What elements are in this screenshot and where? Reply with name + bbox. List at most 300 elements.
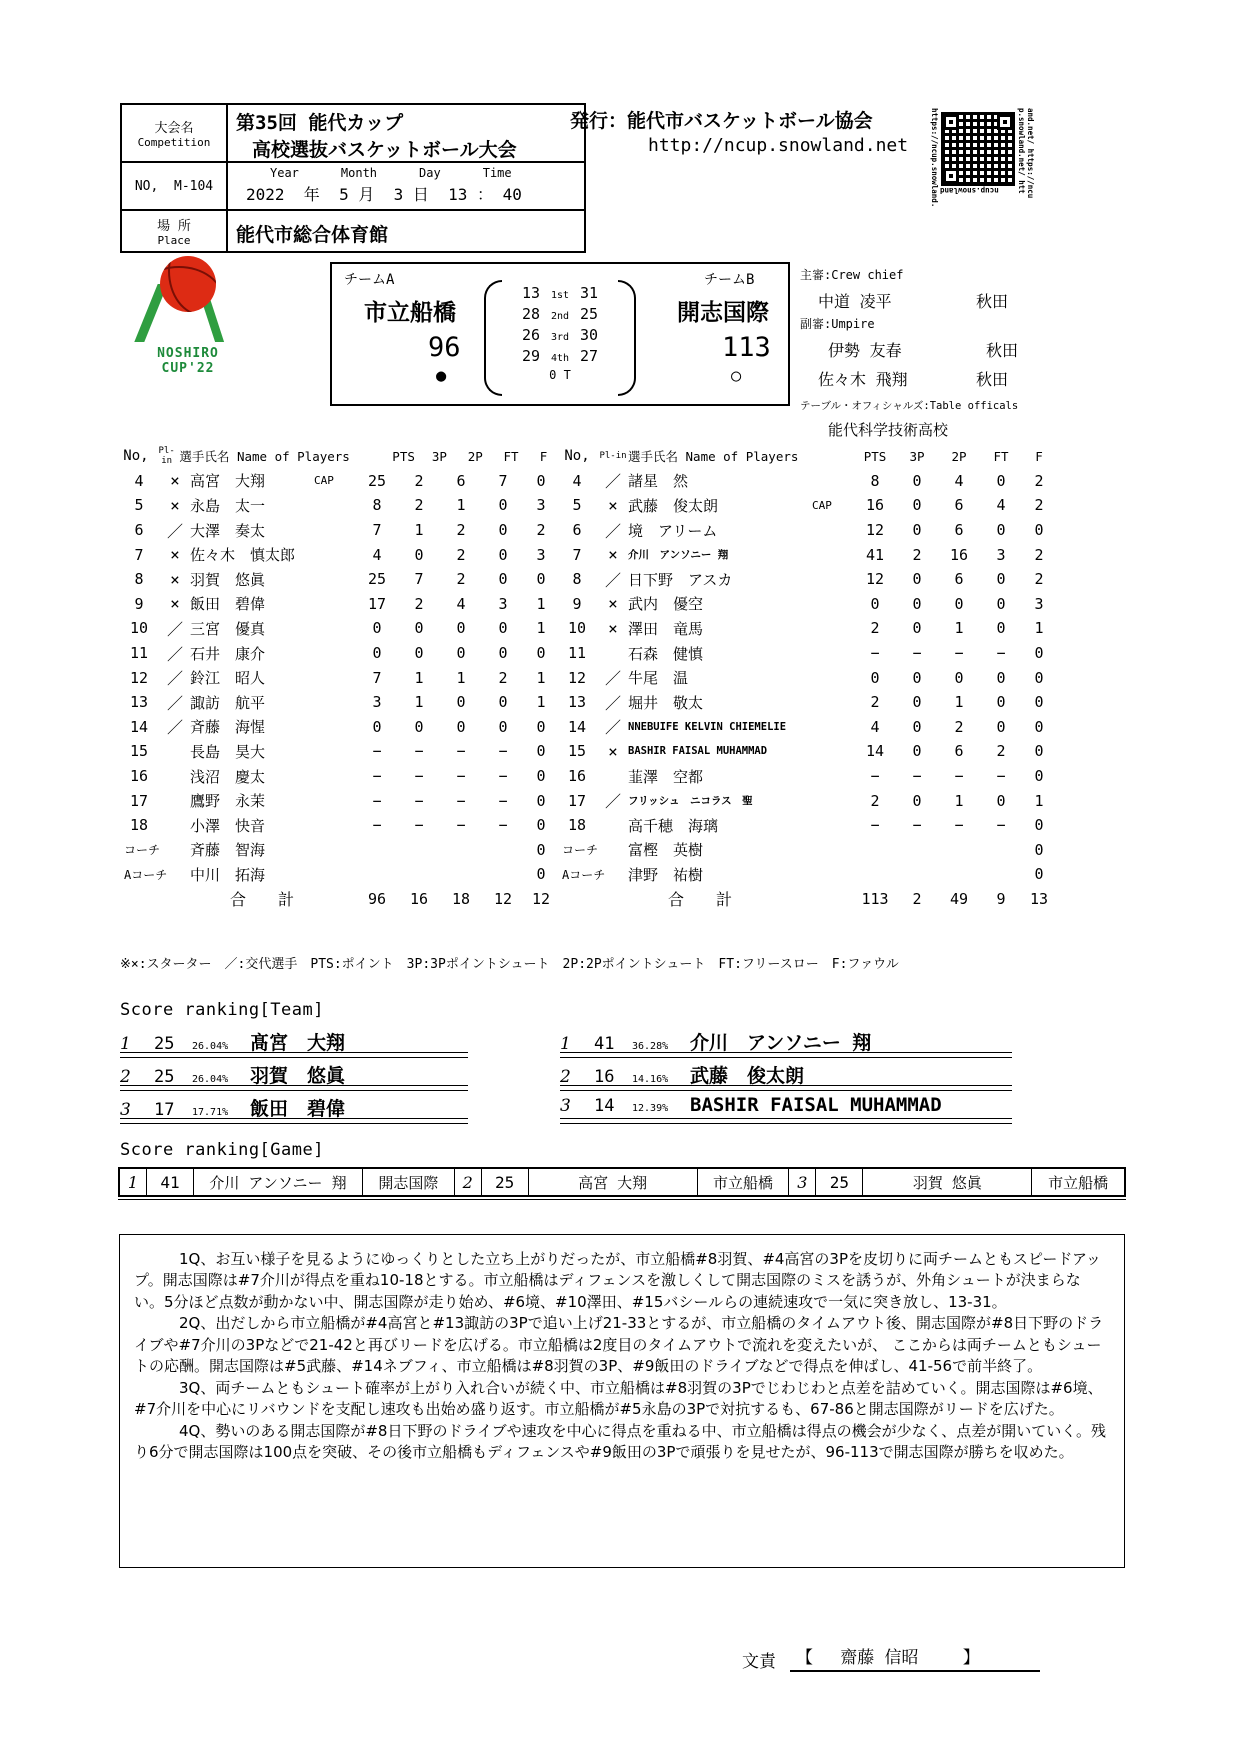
- player-number: 7: [572, 545, 582, 564]
- publisher-url: http://ncup.snowland.net: [648, 135, 909, 156]
- player-f: 3: [1034, 594, 1044, 613]
- player-row: [118, 690, 558, 715]
- player-row: [118, 592, 558, 617]
- ranking-player-name: 髙宮 大翔: [250, 1032, 346, 1054]
- col-header-pts: PTS: [863, 448, 887, 464]
- player-f: 0: [536, 742, 546, 761]
- player-name: 高千穂 海璃: [628, 816, 719, 835]
- player-number: 16: [129, 767, 149, 786]
- team-a-result-mark: ●: [436, 366, 447, 386]
- coach-name: 斉藤 智海: [190, 841, 266, 860]
- player-3p: 0: [912, 471, 922, 490]
- player-name: 石森 健慎: [628, 644, 704, 663]
- player-f: 1: [1034, 619, 1044, 638]
- player-name: 介川 アンソニー 翔: [628, 549, 729, 562]
- player-2p: 6: [954, 496, 964, 515]
- player-row: [118, 518, 558, 543]
- player-pts: 2: [870, 693, 880, 712]
- player-row: [118, 813, 558, 838]
- player-number: 18: [567, 816, 587, 835]
- quarter-team-a-score: 26: [521, 326, 541, 344]
- player-number: 4: [572, 471, 582, 490]
- game-summary-box: [119, 1234, 1125, 1568]
- player-2p: 4: [954, 471, 964, 490]
- referee-name: 中道 凌平: [818, 292, 892, 311]
- player-3p: −: [414, 816, 424, 835]
- player-2p: 2: [456, 570, 466, 589]
- score-ranking-row: [120, 1028, 468, 1061]
- game-ranking-entry: [789, 1169, 1124, 1195]
- player-name: 諏訪 航平: [190, 693, 266, 712]
- competition-title-line1: 第35回 能代カップ: [236, 112, 404, 134]
- player-row: [118, 715, 558, 740]
- player-number: 14: [567, 717, 587, 736]
- player-row: [118, 764, 558, 789]
- player-f: 0: [1034, 816, 1044, 835]
- ranking-rank: 3: [120, 1100, 131, 1120]
- player-3p: 0: [912, 570, 922, 589]
- credit-footer: [742, 1643, 1040, 1672]
- player-2p: 6: [456, 471, 466, 490]
- ranking-points: 25: [154, 1067, 175, 1087]
- game-no-label: [122, 163, 228, 209]
- player-start-mark: ／: [604, 792, 621, 812]
- qr-caption-left: https://ncup.snowland.: [930, 108, 939, 208]
- col-header-2p: 2P: [467, 448, 483, 464]
- player-name: 境 アリーム: [628, 521, 718, 540]
- umpire2-name: 佐々木 飛翔: [818, 370, 908, 389]
- player-pts: 4: [372, 545, 382, 564]
- player-ft: −: [498, 816, 508, 835]
- col-header-3p: 3P: [431, 448, 447, 464]
- date-header-time: Time: [482, 166, 512, 180]
- player-pts: 0: [870, 668, 880, 687]
- place-label: [122, 211, 228, 251]
- umpire1-name: 伊勢 友春: [828, 341, 902, 360]
- total-ft: 12: [493, 889, 513, 908]
- player-row: [556, 764, 1056, 789]
- player-row: [556, 739, 1056, 764]
- player-row: [118, 567, 558, 592]
- player-pts: 16: [865, 496, 885, 515]
- qr-eye-icon: [943, 168, 959, 184]
- total-label: 合 計: [668, 890, 741, 910]
- player-name: 浅沼 慶太: [190, 767, 266, 786]
- player-3p: 0: [912, 668, 922, 687]
- coach-role-label: コーチ: [124, 843, 161, 858]
- player-3p: −: [414, 791, 424, 810]
- player-pts: −: [870, 644, 880, 663]
- total-row: [118, 887, 558, 912]
- coach-role-label: Aコーチ: [124, 867, 168, 882]
- player-name: 羽賀 悠眞: [190, 570, 266, 589]
- legend-line: ※×:スターター ／:交代選手 PTS:ポイント 3P:3Pポイントシュート 2P:2Pポイントシュート FT:フリースロー F:ファウル: [120, 957, 899, 972]
- score-ranking-game-table: [118, 1167, 1126, 1197]
- quarter-team-a-score: 29: [521, 347, 541, 365]
- player-2p: 0: [954, 668, 964, 687]
- quarter-label: 2nd: [550, 311, 570, 322]
- player-3p: 0: [912, 521, 922, 540]
- score-ranking-row: [560, 1028, 1012, 1061]
- player-ft: 2: [996, 742, 1006, 761]
- player-number: 15: [567, 742, 587, 761]
- player-row: [556, 788, 1056, 813]
- player-number: 10: [129, 619, 149, 638]
- player-pts: −: [372, 816, 382, 835]
- player-name: 佐々木 慎太郎: [190, 546, 296, 565]
- player-number: 12: [129, 668, 149, 687]
- total-2p: 49: [949, 889, 969, 908]
- player-3p: 0: [912, 619, 922, 638]
- player-start-mark: ／: [166, 521, 183, 541]
- ranking-rank: 3: [560, 1096, 571, 1116]
- place-value-wrap: [228, 211, 584, 251]
- game-ranking-team: 市立船橋: [1048, 1173, 1109, 1192]
- bracket-left-icon: [484, 280, 502, 396]
- player-pts: −: [870, 767, 880, 786]
- quarter-label: 4th: [550, 353, 570, 364]
- umpire-label: 副審:Umpire: [800, 317, 875, 331]
- player-pts: 25: [367, 471, 387, 490]
- player-number: 6: [572, 521, 582, 540]
- game-ranking-entry: [455, 1169, 790, 1195]
- ranking-percent: 26.04%: [192, 1041, 229, 1052]
- team-a-label: チームA: [344, 272, 395, 288]
- captain-label: CAP: [812, 498, 832, 512]
- player-ft: 0: [498, 545, 508, 564]
- coach-role-label: Aコーチ: [562, 867, 606, 882]
- score-ranking-row: [560, 1094, 1012, 1127]
- score-ranking-game-title: Score ranking[Game]: [120, 1140, 324, 1160]
- referee-prefecture: 秋田: [976, 292, 1009, 311]
- player-f: 0: [1034, 767, 1044, 786]
- player-2p: 6: [954, 521, 964, 540]
- logo-text: [128, 346, 248, 376]
- player-3p: 1: [414, 521, 424, 540]
- player-start-mark: ／: [166, 619, 183, 639]
- umpire2-row: [800, 367, 1140, 390]
- player-name: 韮澤 空都: [628, 767, 704, 786]
- score-ranking-row: [120, 1061, 468, 1094]
- referee-row: [800, 289, 1140, 312]
- ranking-points: 16: [594, 1067, 615, 1087]
- player-f: 0: [536, 791, 546, 810]
- player-2p: 6: [954, 570, 964, 589]
- player-row: [556, 641, 1056, 666]
- ranking-rank: 2: [560, 1067, 571, 1087]
- player-start-mark: ／: [604, 521, 621, 541]
- officials-block: [800, 263, 1140, 440]
- col-header-plin: Pl-in: [158, 446, 175, 467]
- col-header-f: F: [1035, 448, 1043, 464]
- game-ranking-team: 市立船橋: [698, 1169, 790, 1195]
- date-header-month: Month: [340, 166, 378, 180]
- player-number: 8: [572, 570, 582, 589]
- player-pts: −: [372, 791, 382, 810]
- logo-text-line2: CUP'22: [161, 361, 215, 376]
- referee-label: 主審:Crew chief: [800, 268, 904, 282]
- player-2p: 4: [456, 594, 466, 613]
- qr-caption-right: and.net/ https://ncu p.snowland.net/ htt: [1017, 108, 1035, 199]
- player-row: [118, 665, 558, 690]
- game-ranking-player: 羽賀 悠眞: [863, 1169, 1032, 1195]
- player-f: 0: [1034, 668, 1044, 687]
- player-2p: 2: [456, 545, 466, 564]
- player-2p: 1: [456, 496, 466, 515]
- player-3p: 0: [414, 717, 424, 736]
- player-f: 1: [1034, 791, 1044, 810]
- coach-f: 0: [1034, 865, 1044, 884]
- player-3p: 2: [912, 545, 922, 564]
- quarter-score-row: [502, 284, 618, 305]
- player-number: 9: [572, 594, 582, 613]
- player-row: [556, 567, 1056, 592]
- player-row: [556, 665, 1056, 690]
- player-ft: 0: [996, 693, 1006, 712]
- captain-label: CAP: [314, 474, 334, 488]
- total-row: [556, 887, 1056, 912]
- col-header-pts: PTS: [392, 448, 415, 464]
- coach-row: [556, 862, 1056, 887]
- player-f: 0: [536, 570, 546, 589]
- player-number: 18: [129, 816, 149, 835]
- competition-label: [122, 105, 228, 161]
- quarter-team-b-score: 25: [579, 305, 599, 323]
- player-start-mark: ×: [608, 495, 618, 515]
- player-3p: 0: [414, 619, 424, 638]
- publisher-name: 発行：能代市バスケットボール協会: [570, 110, 873, 132]
- player-row: [556, 690, 1056, 715]
- player-number: 14: [129, 717, 149, 736]
- player-pts: −: [372, 742, 382, 761]
- player-start-mark: ／: [166, 718, 183, 738]
- place-value: 能代市総合体育館: [236, 224, 389, 246]
- col-header-f: F: [539, 448, 548, 464]
- player-pts: 14: [865, 742, 885, 761]
- player-ft: 0: [498, 570, 508, 589]
- player-ft: 0: [498, 717, 508, 736]
- competition-title-line2: 高校選抜バスケットボール大会: [252, 139, 517, 161]
- player-ft: −: [498, 742, 508, 761]
- qr-block: [930, 108, 1035, 228]
- table-officials-value: 能代科学技術高校: [828, 421, 949, 439]
- quarter-team-a-score: 13: [521, 284, 541, 302]
- total-ft: 9: [996, 889, 1006, 908]
- player-pts: 0: [870, 594, 880, 613]
- ranking-points: 41: [594, 1034, 615, 1054]
- game-ranking-rank: 2: [455, 1169, 482, 1195]
- player-3p: 2: [414, 471, 424, 490]
- player-start-mark: ×: [608, 594, 618, 614]
- player-number: 5: [572, 496, 582, 515]
- player-start-mark: ×: [608, 741, 618, 761]
- publisher-block: [570, 106, 930, 156]
- player-3p: 2: [414, 594, 424, 613]
- credit-label: 文責: [742, 1652, 776, 1672]
- col-header-name: 選手氏名 Name of Players: [628, 449, 799, 465]
- game-ranking-rank: 3: [789, 1169, 816, 1195]
- ranking-rank: 2: [120, 1067, 131, 1087]
- player-f: 0: [536, 717, 546, 736]
- player-2p: 2: [456, 521, 466, 540]
- player-2p: 6: [954, 742, 964, 761]
- col-header-3p: 3P: [909, 448, 925, 464]
- player-2p: −: [954, 816, 964, 835]
- player-3p: −: [912, 816, 922, 835]
- player-3p: 0: [414, 644, 424, 663]
- player-number: 5: [134, 496, 144, 515]
- coach-name: 津野 祐樹: [628, 865, 704, 884]
- player-2p: −: [954, 644, 964, 663]
- player-row: [556, 469, 1056, 494]
- player-ft: 0: [498, 496, 508, 515]
- player-pts: 3: [372, 693, 382, 712]
- player-f: 2: [536, 521, 546, 540]
- coach-name: 中川 拓海: [190, 865, 266, 884]
- player-ft: −: [996, 644, 1006, 663]
- player-pts: −: [870, 816, 880, 835]
- player-start-mark: ／: [604, 693, 621, 713]
- player-ft: 0: [996, 619, 1006, 638]
- umpire2-prefecture: 秋田: [976, 370, 1009, 389]
- player-row: [556, 592, 1056, 617]
- player-pts: 7: [372, 521, 382, 540]
- player-start-mark: ／: [604, 570, 621, 590]
- player-f: 0: [1034, 742, 1044, 761]
- player-3p: 2: [414, 496, 424, 515]
- player-start-mark: ／: [604, 669, 621, 689]
- player-f: 2: [1034, 496, 1044, 515]
- player-number: 15: [129, 742, 149, 761]
- player-row: [118, 788, 558, 813]
- team-a-rows: [118, 469, 558, 912]
- team-b-label: チームB: [704, 272, 755, 288]
- player-2p: −: [954, 767, 964, 786]
- player-ft: −: [498, 791, 508, 810]
- game-ranking-rank: 1: [120, 1169, 147, 1195]
- ranking-percent: 26.04%: [192, 1074, 229, 1085]
- col-header-name: 選手氏名 Name of Players: [179, 449, 350, 465]
- player-2p: 1: [954, 693, 964, 712]
- team-b-rows: [556, 469, 1056, 912]
- competition-label-en: Competition: [137, 136, 211, 149]
- player-name: 武内 優空: [628, 595, 704, 614]
- player-3p: 0: [414, 545, 424, 564]
- competition-info-box: [120, 103, 586, 253]
- player-number: 12: [567, 668, 587, 687]
- ranking-player-name: 飯田 碧偉: [250, 1098, 346, 1120]
- player-number: 11: [129, 644, 149, 663]
- place-label-jp: 場 所: [157, 219, 191, 234]
- summary-paragraph: 4Q、勢いのある開志国際が#8日下野のドライブや速攻を中心に得点を重ねる中、市立船橋は得点の機会が少なく、点差が開いていく。残り6分で開志国際は100点を突破、その後市立船橋もディフェンスや#9飯田の3Pで頑張りを見せたが、96-113で開志国際が勝ちを収めた。: [134, 1421, 1106, 1461]
- player-number: 17: [129, 791, 149, 810]
- player-ft: 3: [996, 545, 1006, 564]
- player-pts: 0: [372, 644, 382, 663]
- overtime-score: 0 T: [549, 368, 571, 382]
- quarter-team-b-score: 31: [579, 284, 599, 302]
- player-number: 10: [567, 619, 587, 638]
- player-number: 8: [134, 570, 144, 589]
- basketball-icon: [160, 256, 216, 312]
- game-ranking-points: 25: [482, 1169, 529, 1195]
- player-row: [118, 616, 558, 641]
- player-ft: 0: [498, 693, 508, 712]
- ranking-player-name: 武藤 俊太朗: [690, 1065, 805, 1087]
- bracket-right-icon: [618, 280, 636, 396]
- player-number: 13: [129, 693, 149, 712]
- player-start-mark: ×: [608, 545, 618, 565]
- player-row: [556, 542, 1056, 567]
- player-name: 斉藤 海惺: [190, 718, 266, 737]
- player-start-mark: ×: [170, 594, 180, 614]
- player-ft: 0: [996, 570, 1006, 589]
- player-pts: 12: [865, 521, 885, 540]
- player-f: 0: [536, 644, 546, 663]
- credit-name: 【 齋藤 信昭 】: [790, 1643, 1040, 1672]
- player-3p: −: [414, 767, 424, 786]
- player-start-mark: ／: [604, 472, 621, 492]
- player-start-mark: ×: [170, 545, 180, 565]
- qr-eye-icon: [997, 114, 1013, 130]
- ranking-rank: 1: [560, 1034, 571, 1054]
- total-f: 13: [1029, 889, 1049, 908]
- competition-label-jp: 大会名: [154, 121, 194, 136]
- game-no-date-row: [122, 163, 584, 211]
- player-ft: −: [498, 767, 508, 786]
- player-start-mark: ／: [604, 718, 621, 738]
- competition-title: [228, 105, 584, 161]
- team-a-score-ranking: [120, 1028, 468, 1127]
- coach-row: [118, 838, 558, 863]
- player-number: 13: [567, 693, 587, 712]
- player-2p: 0: [456, 619, 466, 638]
- player-name: 澤田 竜馬: [628, 619, 704, 638]
- player-name: 三宮 優真: [190, 619, 266, 638]
- date-headers: [236, 166, 576, 180]
- player-name: 小澤 快音: [190, 816, 266, 835]
- quarter-rows: [502, 280, 618, 392]
- ranking-percent: 12.39%: [632, 1103, 669, 1114]
- game-ranking-points: 41: [147, 1169, 194, 1195]
- player-f: 0: [536, 471, 546, 490]
- player-ft: 0: [996, 791, 1006, 810]
- player-number: 6: [134, 521, 144, 540]
- player-f: 2: [1034, 545, 1044, 564]
- col-header-ft: FT: [503, 448, 519, 464]
- date-value: 2022 年 5 月 3 日 13 ： 40: [246, 185, 522, 204]
- ranking-points: 25: [154, 1034, 175, 1054]
- player-3p: 7: [414, 570, 424, 589]
- summary-paragraph: 1Q、お互い様子を見るようにゆっくりとした立ち上がりだったが、市立船橋#8羽賀、#4高宮の3Pを皮切りに両チームともスピードアップ。開志国際は#7介川が得点を重ね10-18とする。市立船橋はディフェンスを激しくして開志国際のミスを誘うが、外角シュートが決まらない。5分ほど点数が動かない中、開志国際が走り始め、#6境、#10澤田、#15バシールらの連続速攻で一気に突き放し、13-31。: [134, 1250, 1101, 1311]
- player-start-mark: ×: [608, 618, 618, 638]
- logo-text-line1: NOSHIRO: [157, 346, 219, 361]
- quarter-label: 1st: [550, 290, 570, 301]
- col-header-no: No,: [564, 448, 590, 465]
- player-pts: 12: [865, 570, 885, 589]
- player-number: 17: [567, 791, 587, 810]
- player-3p: 1: [414, 668, 424, 687]
- player-name: 永島 太一: [190, 496, 266, 515]
- player-2p: −: [456, 816, 466, 835]
- player-row: [556, 813, 1056, 838]
- quarter-team-b-score: 30: [579, 326, 599, 344]
- col-header-2p: 2P: [951, 448, 967, 464]
- player-number: 16: [567, 767, 587, 786]
- team-a-box-score-table: [118, 444, 558, 911]
- total-pts: 96: [367, 889, 387, 908]
- player-f: 0: [1034, 521, 1044, 540]
- player-3p: 0: [912, 742, 922, 761]
